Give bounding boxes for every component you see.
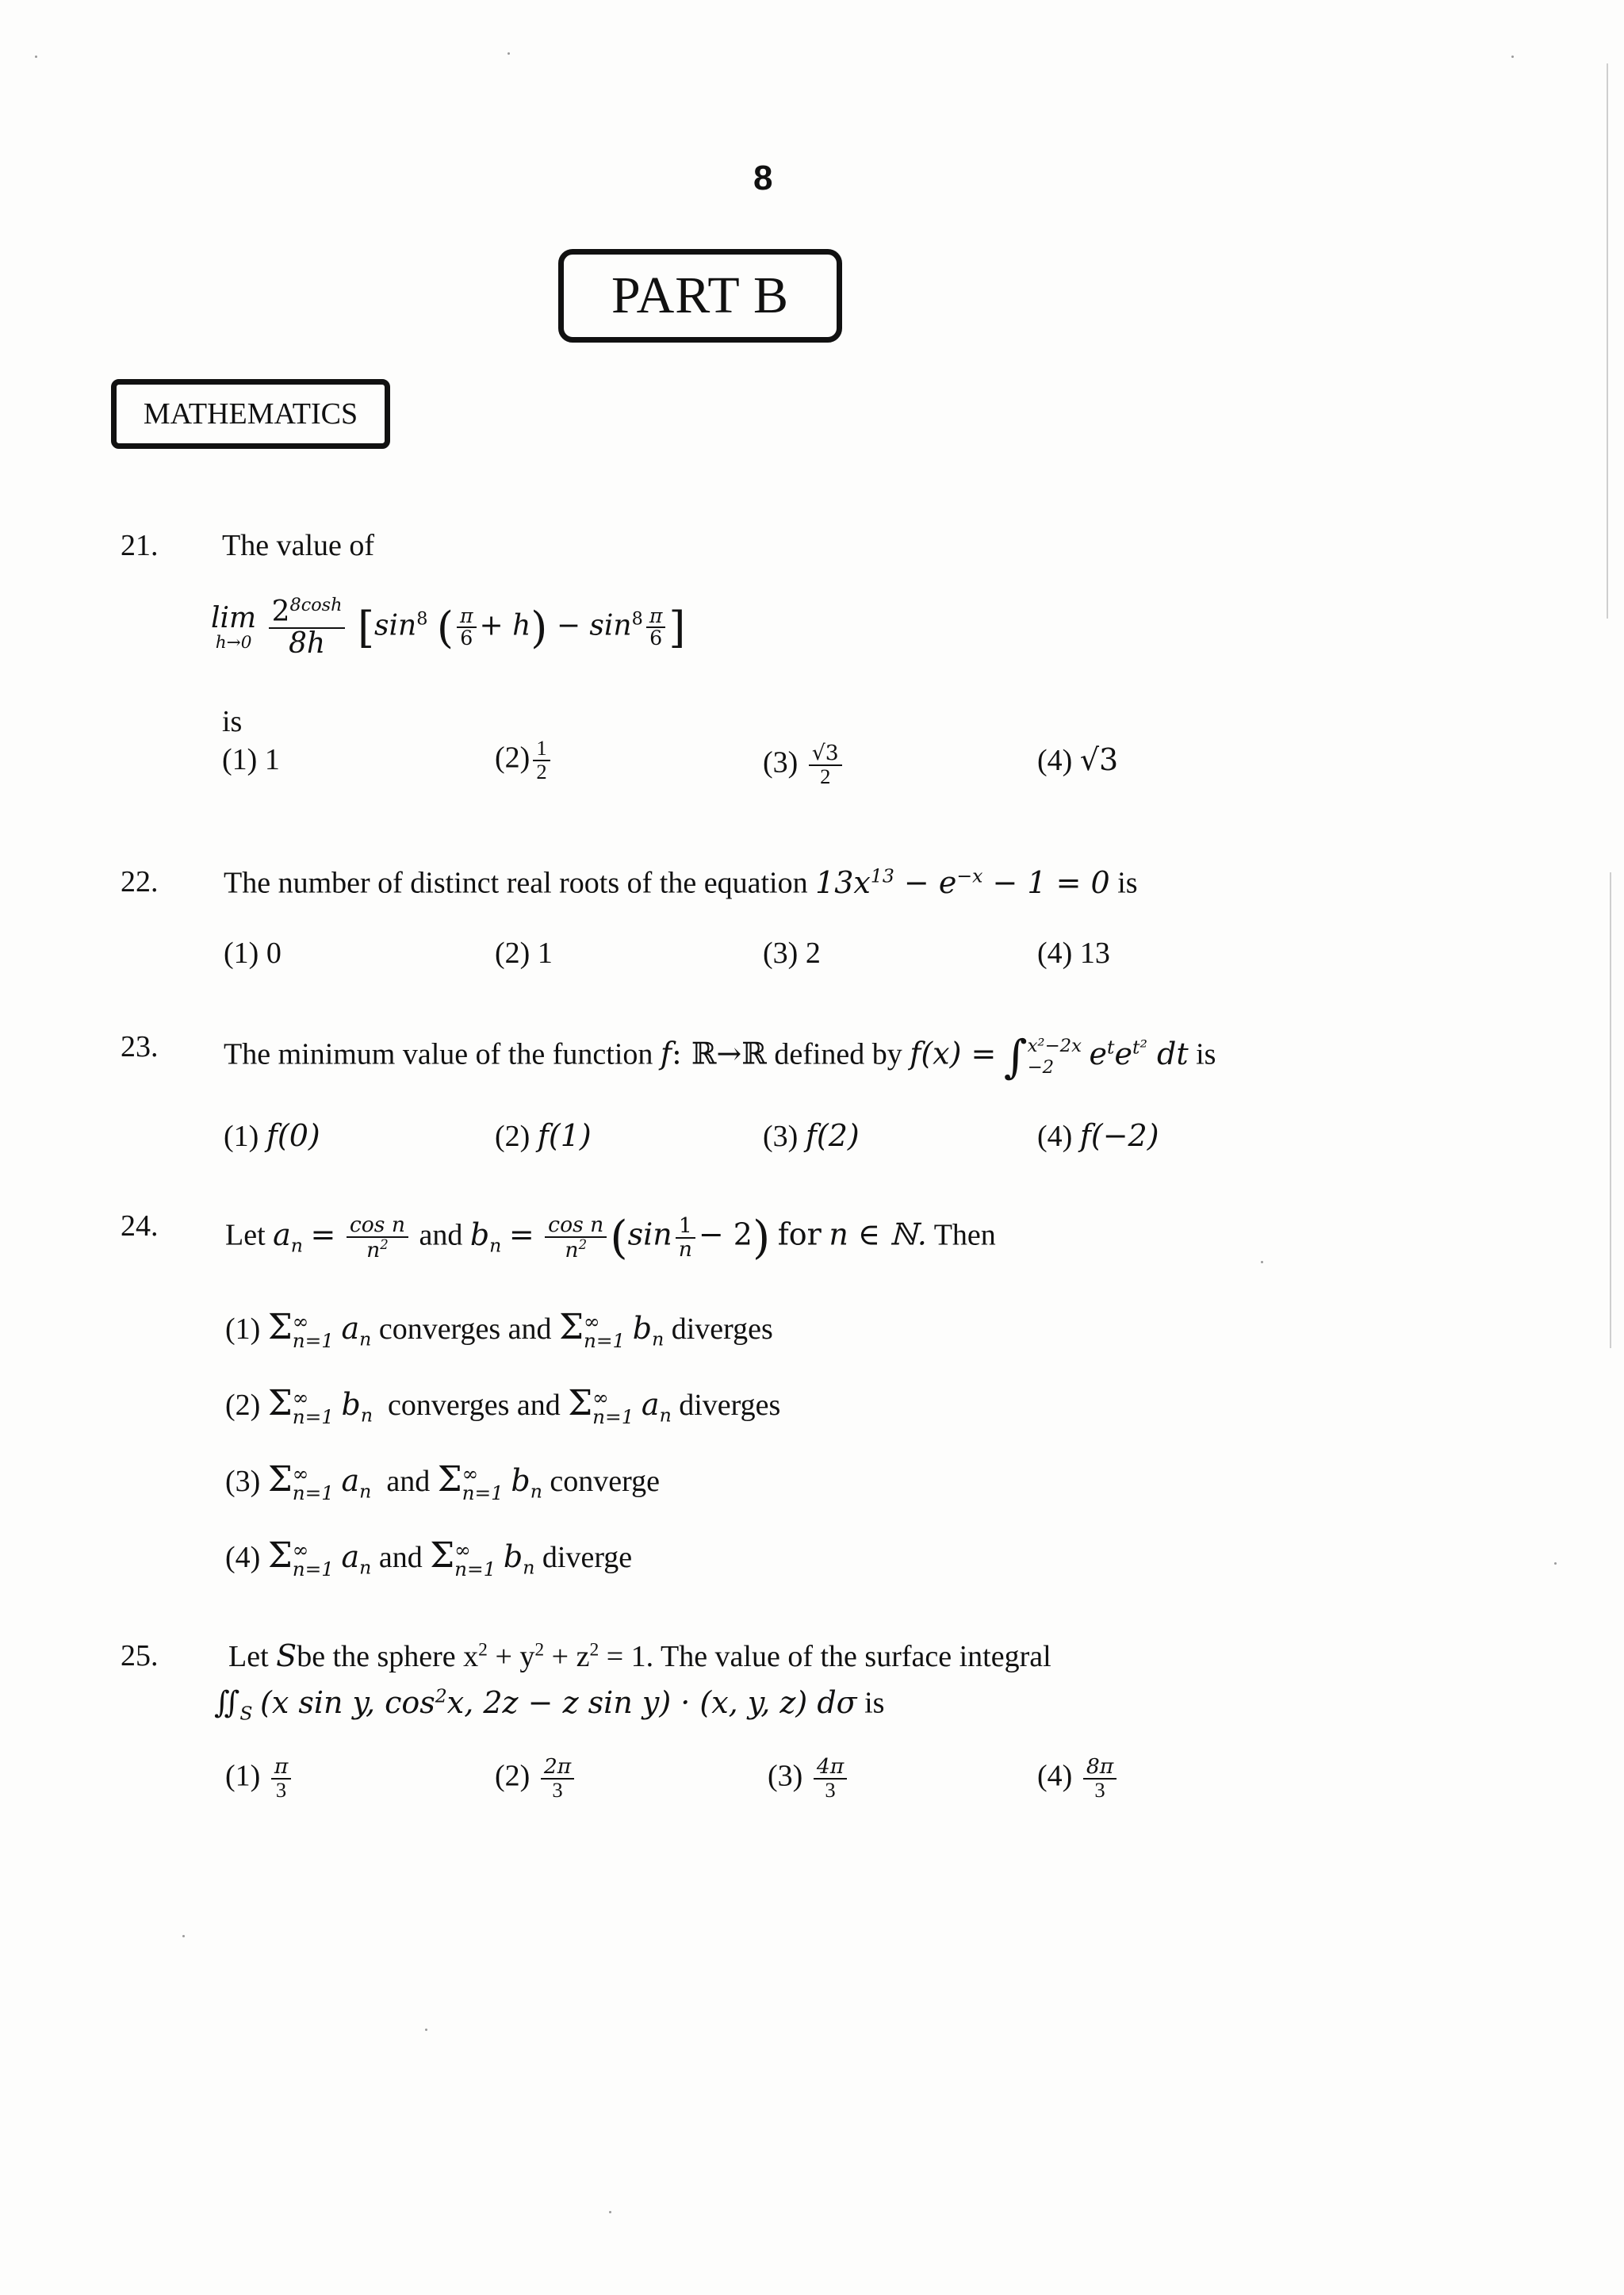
option-4[interactable]: (4) $\frac{8\pi}{3}$ <box>1037 1756 1120 1802</box>
scan-speck <box>1554 1562 1557 1565</box>
scan-speck <box>609 2211 611 2213</box>
scan-speck <box>182 1935 185 1937</box>
part-label: PART B <box>611 266 789 324</box>
option-1[interactable]: (1) f(0) <box>224 1118 320 1153</box>
question-text: The value of <box>222 529 375 562</box>
part-heading <box>558 249 842 343</box>
question-tail: is <box>222 705 243 738</box>
question-text: Let $a_n$ = $\frac{\text{cos n}}{n^2}$ and $b_n$ = $\frac{\text{cos n}}{n^2}$ (sin $\frac{1}{n}$ − 2) for n ∈ ℕ. Then <box>225 1212 996 1264</box>
question-text: Let Sbe the sphere $x^2 + y^2 + z^2 = 1$. The value of the surface integral <box>228 1638 1051 1673</box>
question-text: The number of distinct real roots of the equation $13x^{13} - e^{-x} - 1 = 0$ is <box>224 864 1138 900</box>
question-number: 21. <box>121 529 159 562</box>
option-2[interactable]: (2) f(1) <box>495 1118 592 1153</box>
option-2[interactable]: (2) 1 <box>495 937 553 970</box>
integral-sign: ∫ <box>1003 1031 1028 1083</box>
scan-edge-line <box>1610 872 1611 1348</box>
scan-speck <box>1511 56 1514 58</box>
option-4[interactable]: (4) 13 <box>1037 937 1110 970</box>
option-4[interactable]: (4) Σ ∞ n=1 $a_n$ and Σ ∞ n=1 $b_n$ diverge <box>225 1535 633 1581</box>
limit-operator: lim h→0 <box>211 601 257 653</box>
option-2[interactable]: (2) Σ ∞ n=1 $b_n$ converges and Σ ∞ n=1 $a_n$ diverges <box>225 1383 781 1429</box>
option-3[interactable]: (3) Σ ∞ n=1 $a_n$ and Σ ∞ n=1 $b_n$ converge <box>225 1459 660 1505</box>
limit-fraction: $\frac{2^{8cosh}}{8h}$ <box>269 596 346 659</box>
question-text: The minimum value of the function f: ℝ→ℝ defined by f(x) = ∫ x²−2x −2 $e^te^{t^2}$ dt is <box>224 1031 1216 1083</box>
subject-heading <box>111 379 390 449</box>
option-3[interactable]: (3) $\frac{4\pi}{3}$ <box>768 1756 850 1802</box>
scan-speck <box>508 52 510 55</box>
scan-speck <box>35 56 37 58</box>
option-3[interactable]: (3) f(2) <box>763 1118 860 1153</box>
option-1[interactable]: (1) Σ ∞ n=1 $a_n$ converges and Σ ∞ n=1 $b_n$ diverges <box>225 1307 773 1353</box>
scan-speck <box>1261 1261 1263 1263</box>
question-number: 22. <box>121 865 159 898</box>
option-1[interactable]: (1) 0 <box>224 937 282 970</box>
question-number: 24. <box>121 1209 159 1243</box>
option-2[interactable]: (2) $\frac{1}{2}$ <box>495 738 553 784</box>
question-number: 23. <box>121 1030 159 1063</box>
equation: $13x^{13} - e^{-x} - 1 = 0$ <box>815 864 1110 900</box>
page-number: 8 <box>753 159 773 197</box>
option-1[interactable]: (1) $\frac{\pi}{3}$ <box>225 1756 294 1802</box>
option-4[interactable]: (4) √3 <box>1037 742 1119 777</box>
limit-expression: lim h→0 $\frac{2^{8cosh}}{8h}$ [$\sin^8$ ( $\frac{\pi}{6}$ + $h) - \sin^8$ $\frac{\pi}{6}$ ] <box>211 595 686 660</box>
scan-speck <box>425 2029 427 2031</box>
option-3[interactable]: (3) 2 <box>763 937 821 970</box>
scan-edge-line <box>1607 63 1608 619</box>
option-2[interactable]: (2) $\frac{2\pi}{3}$ <box>495 1756 577 1802</box>
surface-integral: $∬_S$ (x sin y, $\cos^2x$, 2z − z sin y) · (x, y, z) dσ is <box>214 1684 885 1725</box>
option-4[interactable]: (4) f(−2) <box>1037 1118 1159 1153</box>
question-number: 25. <box>121 1639 159 1672</box>
option-3[interactable]: (3) $\frac{√3}{2}$ <box>763 742 845 788</box>
subject-label: MATHEMATICS <box>143 397 358 431</box>
option-1[interactable]: (1) 1 <box>222 743 280 776</box>
